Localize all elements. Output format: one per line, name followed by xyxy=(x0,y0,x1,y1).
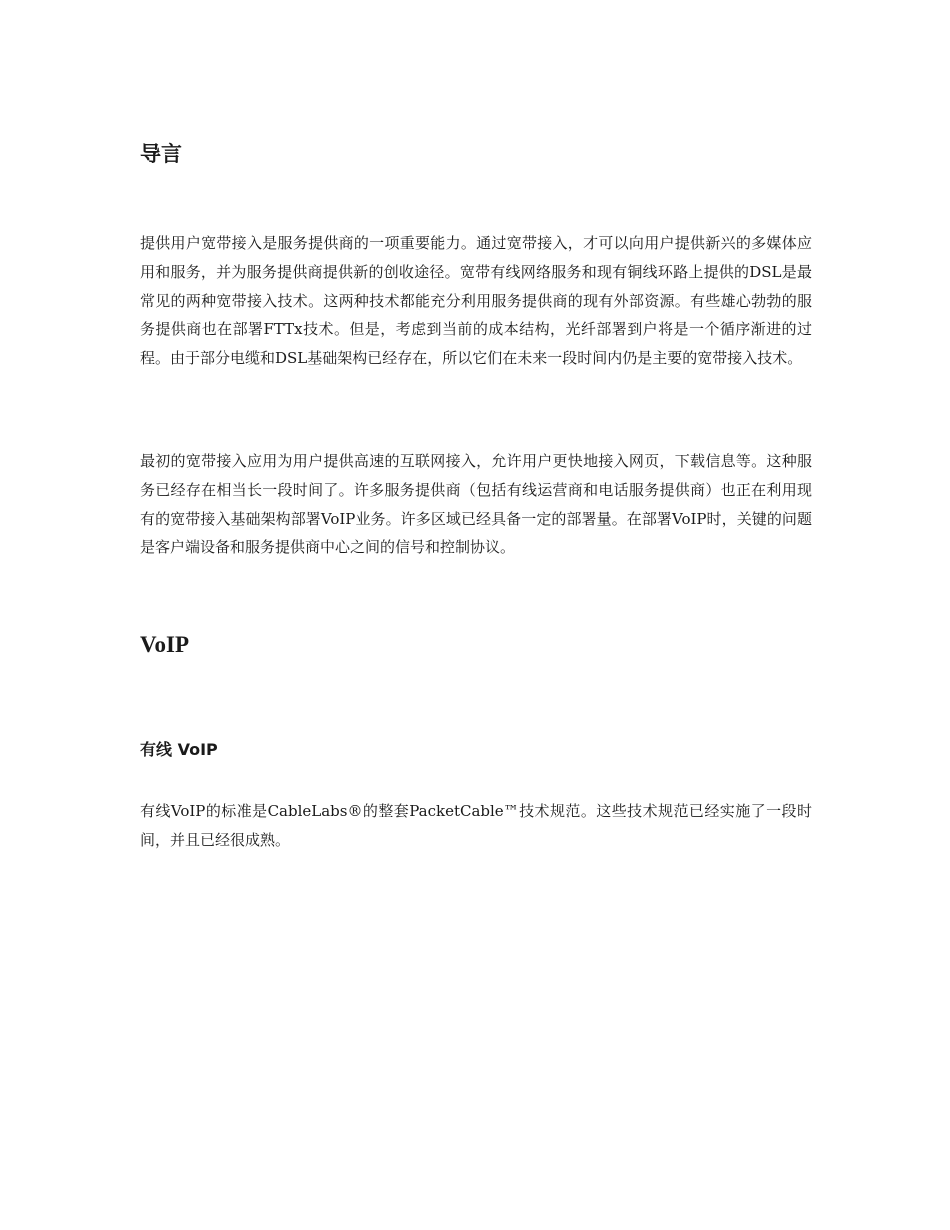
intro-paragraph-1: 提供用户宽带接入是服务提供商的一项重要能力。通过宽带接入，才可以向用户提供新兴的多媒体应用和服务，并为服务提供商提供新的创收途径。宽带有线网络服务和现有铜线环路上提供的DSL是最常见的两种宽带接入技术。这两种技术都能充分利用服务提供商的现有外部资源。有些雄心勃勃的服务提供商也在部署FTTx技术。但是，考虑到当前的成本结构，光纤部署到户将是一个循序渐进的过程。由于部分电缆和DSL基础架构已经存在，所以它们在未来一段时间内仍是主要的宽带接入技术。 xyxy=(140,234,812,368)
intro-paragraph-2: 最初的宽带接入应用为用户提供高速的互联网接入，允许用户更快地接入网页，下载信息等。这种服务已经存在相当长一段时间了。许多服务提供商（包括有线运营商和电话服务提供商）也正在利用现有的宽带接入基础架构部署VoIP业务。许多区域已经具备一定的部署量。在部署VoIP时，关键的问题是客户端设备和服务提供商中心之间的信号和控制协议。 xyxy=(140,452,812,557)
subsection-heading-cable-voip: 有线 VoIP xyxy=(140,740,218,759)
cable-voip-paragraph: 有线VoIP的标准是CableLabs®的整套PacketCable™技术规范。这些技术规范已经实施了一段时间，并且已经很成熟。 xyxy=(140,802,812,849)
section-heading-introduction: 导言 xyxy=(140,142,182,166)
section-heading-voip: VoIP xyxy=(140,632,189,657)
